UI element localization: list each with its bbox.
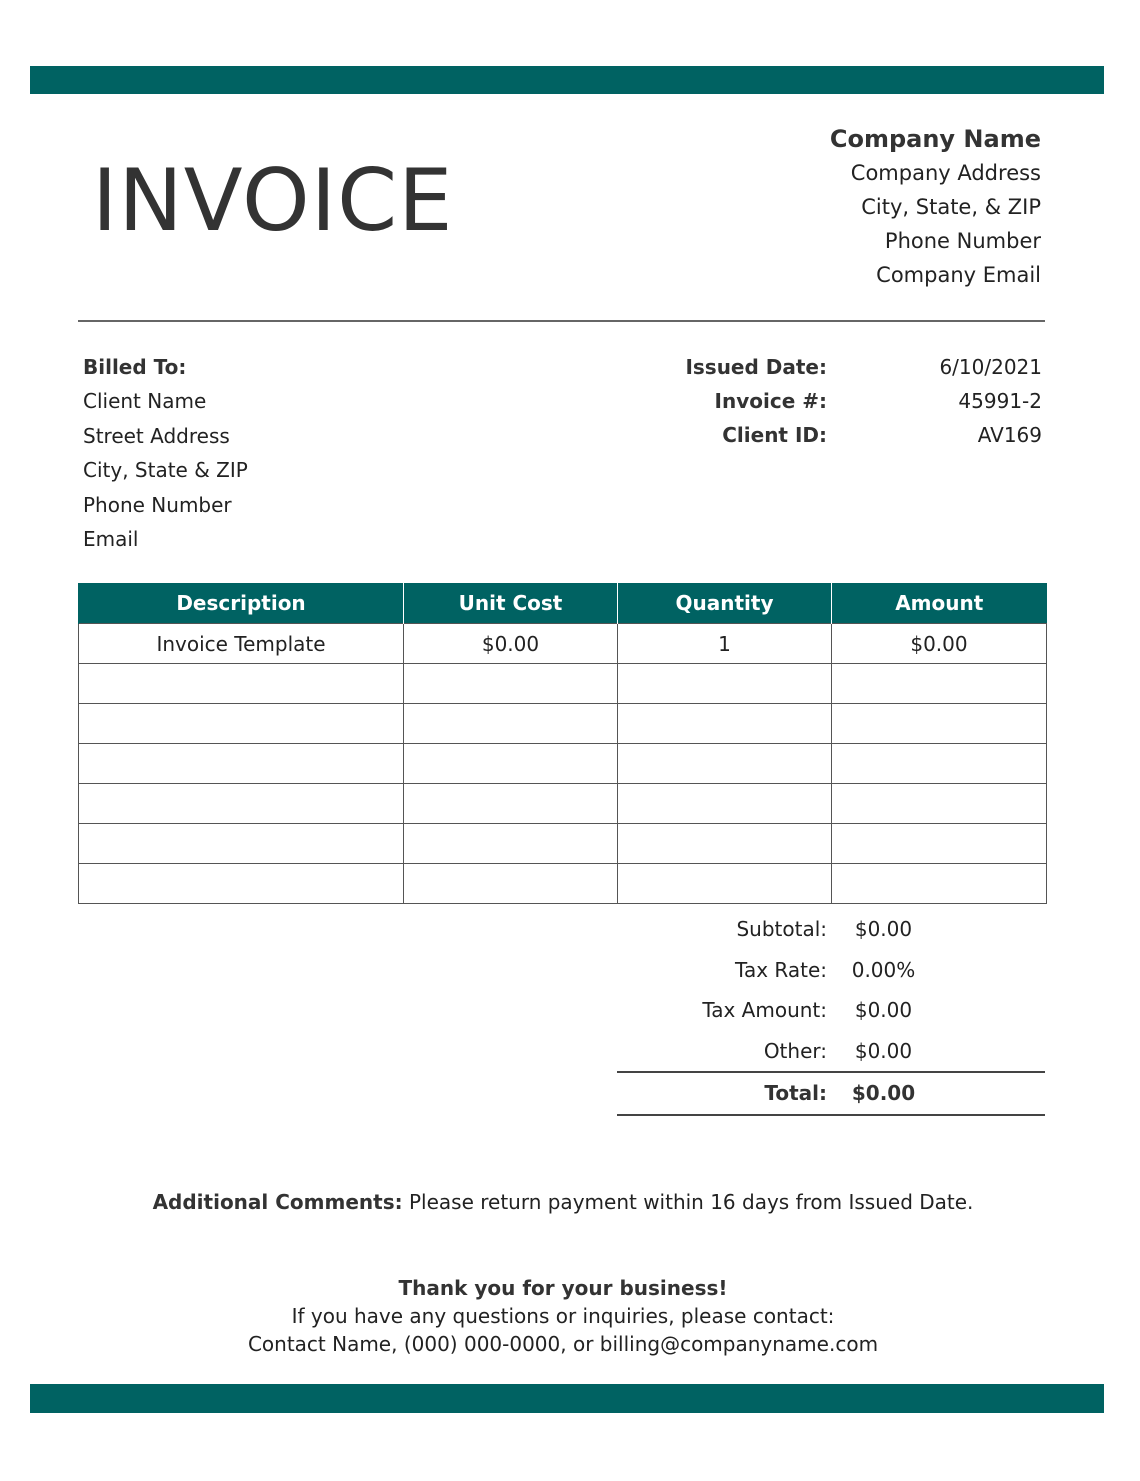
cell-description [79,824,404,864]
tax-amount-value: $0.00 [854,998,913,1022]
tax-amount-label: Tax Amount: [702,998,827,1022]
cell-amount [832,864,1047,904]
client-city-state-zip: City, State & ZIP [83,458,248,483]
invoice-number-row [560,384,1042,418]
client-email: Email [83,526,139,551]
tax-rate-row [617,950,1045,991]
cell-unit-cost [404,664,618,704]
company-name: Company Name [829,125,1041,153]
cell-amount [832,824,1047,864]
client-phone: Phone Number [83,492,232,517]
total-row [617,1071,1045,1116]
table-row [79,784,1047,824]
contact-line-1: If you have any questions or inquiries, please contact: [291,1304,835,1328]
cell-amount: $0.00 [832,624,1047,664]
issued-date-row [560,350,1042,384]
cell-unit-cost [404,744,618,784]
other-value: $0.00 [854,1038,913,1063]
additional-comments [0,1190,1126,1214]
cell-amount [832,704,1047,744]
cell-description [79,744,404,784]
cell-quantity [618,704,832,744]
col-header-amount: Amount [832,583,1047,624]
other-row [617,1031,1045,1072]
invoice-number-label: Invoice #: [714,389,827,413]
cell-amount [832,744,1047,784]
company-city-state-zip: City, State, & ZIP [861,195,1041,219]
invoice-number-value: 45991-2 [958,389,1042,413]
totals-block [617,909,1045,1116]
thank-you-line: Thank you for your business! [398,1276,728,1300]
subtotal-label: Subtotal: [736,917,827,941]
cell-description [79,704,404,744]
contact-line-2: Contact Name, (000) 000-0000, or billing@companyname.com [247,1332,879,1356]
cell-unit-cost [404,864,618,904]
bottom-accent-band [30,1384,1104,1413]
cell-description [79,864,404,904]
company-address: Company Address [850,161,1041,185]
cell-quantity: 1 [618,624,832,664]
cell-quantity [618,744,832,784]
table-row [79,864,1047,904]
client-id-value: AV169 [977,423,1042,447]
cell-unit-cost [404,704,618,744]
cell-description [79,664,404,704]
col-header-unit-cost: Unit Cost [404,583,618,624]
cell-unit-cost [404,824,618,864]
header-divider [78,320,1045,322]
cell-quantity [618,664,832,704]
cell-quantity [618,864,832,904]
tax-rate-value: 0.00% [851,957,916,982]
client-id-row [560,418,1042,452]
col-header-quantity: Quantity [618,583,832,624]
client-street: Street Address [83,423,230,448]
cell-amount [832,784,1047,824]
company-info [830,122,1041,292]
cell-description [79,784,404,824]
footer-contact [0,1274,1126,1358]
subtotal-value: $0.00 [854,917,913,941]
table-row [79,824,1047,864]
issued-date-label: Issued Date: [685,355,827,379]
table-row [79,744,1047,784]
subtotal-row [617,909,1045,950]
line-items-table [78,583,1047,904]
total-value: $0.00 [851,1081,916,1105]
cell-description: Invoice Template [79,624,404,664]
cell-unit-cost [404,784,618,824]
company-email: Company Email [876,263,1041,287]
client-name: Client Name [83,389,207,414]
cell-amount [832,664,1047,704]
issued-date-value: 6/10/2021 [939,355,1042,379]
table-header-row [79,583,1047,624]
top-accent-band [30,66,1104,94]
cell-quantity [618,824,832,864]
comments-label: Additional Comments: [152,1190,403,1214]
table-row [79,704,1047,744]
client-id-label: Client ID: [722,423,827,447]
table-row [79,664,1047,704]
invoice-title: INVOICE [92,151,454,251]
table-row [79,624,1047,664]
total-label: Total: [764,1081,827,1105]
cell-unit-cost: $0.00 [404,624,618,664]
billed-to-block [83,350,248,556]
billed-to-heading: Billed To: [83,355,187,379]
invoice-meta [560,350,1042,452]
tax-amount-row [617,990,1045,1031]
col-header-description: Description [79,583,404,624]
tax-rate-label: Tax Rate: [735,957,827,982]
other-label: Other: [763,1038,827,1063]
comments-text: Please return payment within 16 days from Issued Date. [408,1190,974,1214]
company-phone: Phone Number [884,229,1041,253]
cell-quantity [618,784,832,824]
